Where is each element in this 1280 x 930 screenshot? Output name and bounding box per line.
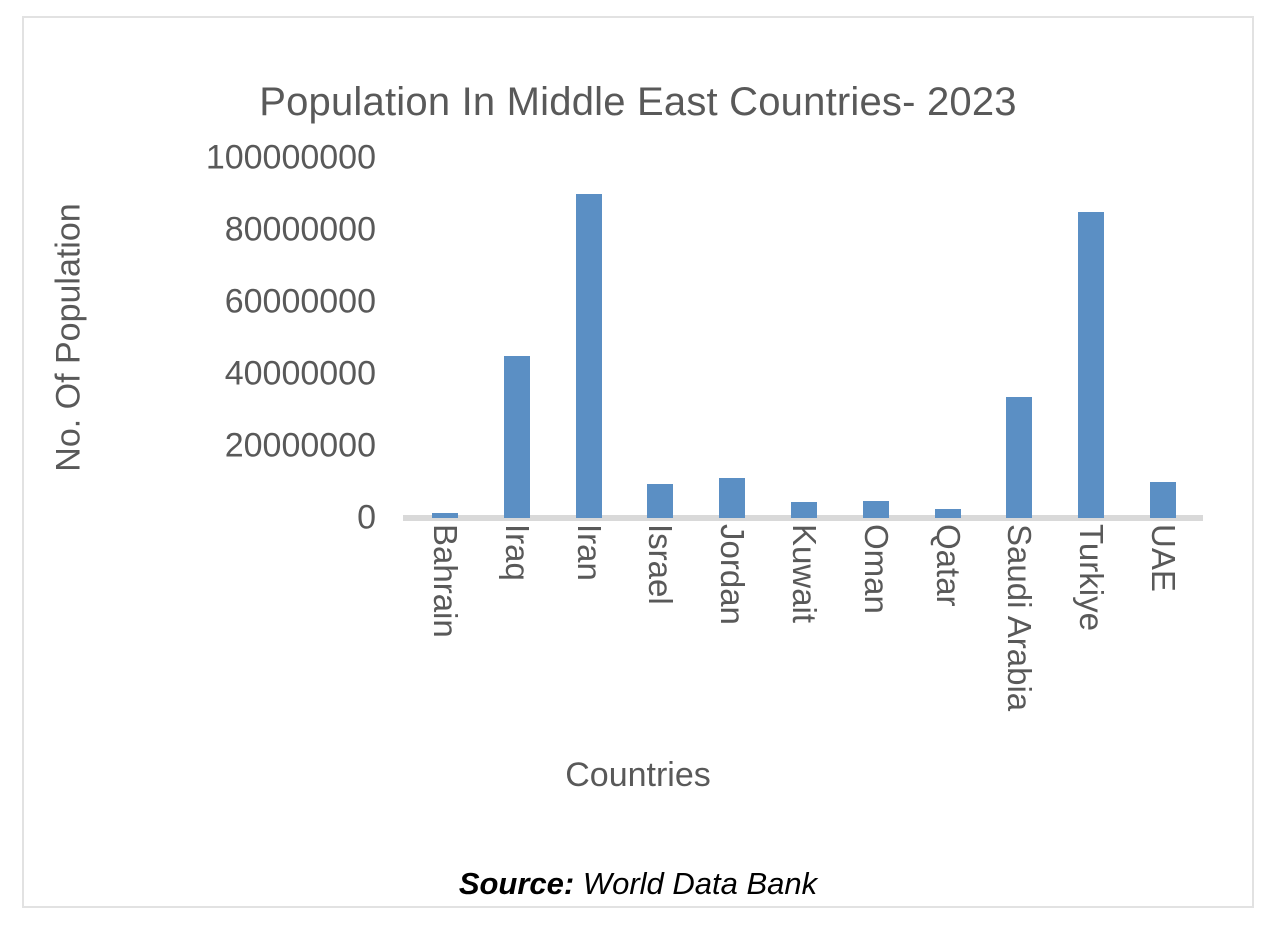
x-tick-label: Bahrain	[426, 524, 464, 638]
y-tick-label: 20000000	[224, 426, 376, 465]
x-slot	[481, 524, 553, 774]
x-slot	[624, 524, 696, 774]
bar-series	[409, 158, 1199, 518]
bar-slot	[553, 158, 625, 518]
plot-area	[409, 158, 1199, 518]
x-slot	[1127, 524, 1199, 774]
x-slot	[696, 524, 768, 774]
y-tick-label: 40000000	[224, 354, 376, 393]
bar-qatar[interactable]	[935, 509, 961, 518]
bar-slot	[409, 158, 481, 518]
x-axis-tick-labels	[409, 524, 1199, 774]
y-axis-title: No. Of Population	[49, 203, 88, 472]
chart-title: Population In Middle East Countries- 2023	[259, 80, 1017, 124]
bar-oman[interactable]	[863, 501, 889, 518]
x-slot	[984, 524, 1056, 774]
bar-slot	[912, 158, 984, 518]
bar-iraq[interactable]	[504, 356, 530, 518]
x-axis-title: Countries	[565, 756, 711, 794]
x-tick-label: Jordan	[714, 524, 752, 625]
x-tick-label: Kuwait	[785, 524, 823, 624]
x-tick-label: Israel	[642, 524, 680, 605]
x-tick-label: Oman	[857, 524, 895, 614]
x-tick-label: Qatar	[929, 524, 967, 607]
bar-turkiye[interactable]	[1078, 212, 1104, 518]
x-tick-label: UAE	[1145, 524, 1183, 592]
x-tick-label: Iraq	[498, 524, 536, 581]
bar-israel[interactable]	[647, 484, 673, 518]
y-tick-label: 80000000	[224, 210, 376, 249]
source-text: World Data Bank	[574, 866, 818, 901]
y-axis-tick-labels	[144, 138, 384, 537]
bar-bahrain[interactable]	[432, 513, 458, 518]
x-slot	[1055, 524, 1127, 774]
y-tick-label: 100000000	[205, 138, 376, 177]
x-slot	[768, 524, 840, 774]
source-note	[24, 866, 1252, 902]
x-slot	[840, 524, 912, 774]
x-slot	[553, 524, 625, 774]
y-tick-label: 60000000	[224, 282, 376, 321]
bar-slot	[481, 158, 553, 518]
bar-slot	[696, 158, 768, 518]
bar-slot	[768, 158, 840, 518]
source-label: Source:	[458, 866, 575, 901]
bar-jordan[interactable]	[719, 478, 745, 518]
x-tick-label: Saudi Arabia	[1001, 524, 1039, 712]
bar-slot	[1127, 158, 1199, 518]
bar-uae[interactable]	[1150, 482, 1176, 518]
x-slot	[409, 524, 481, 774]
chart-card	[22, 16, 1254, 908]
x-slot	[912, 524, 984, 774]
x-tick-label: Turkiye	[1073, 524, 1111, 631]
x-tick-label: Iran	[570, 524, 608, 581]
bar-iran[interactable]	[576, 194, 602, 518]
bar-slot	[624, 158, 696, 518]
plot-wrap	[144, 138, 1224, 712]
y-tick-label: 0	[357, 498, 376, 537]
bar-kuwait[interactable]	[791, 502, 817, 518]
bar-saudi-arabia[interactable]	[1006, 397, 1032, 518]
bar-slot	[984, 158, 1056, 518]
bar-slot	[1055, 158, 1127, 518]
bar-slot	[840, 158, 912, 518]
